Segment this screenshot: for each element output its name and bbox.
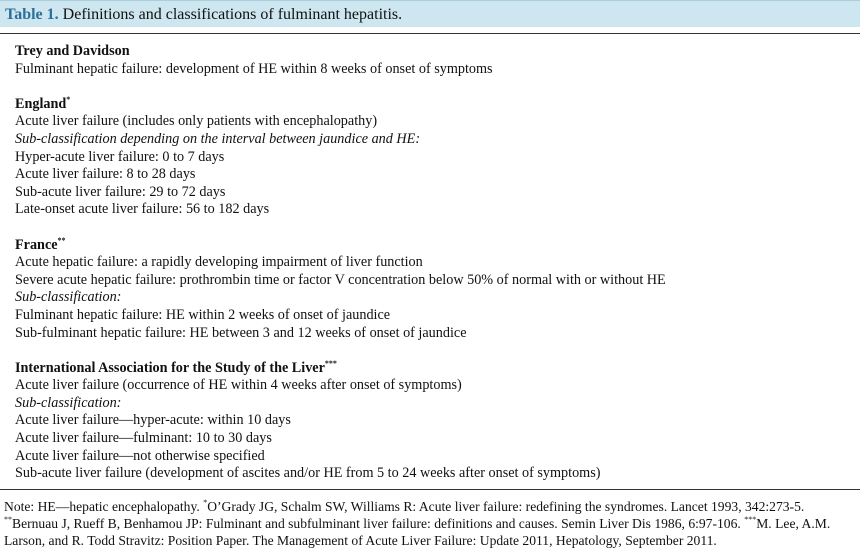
table-line: Sub-classification: [15, 394, 122, 411]
table-line: Fulminant hepatic failure: HE within 2 weeks of onset of jaundice [15, 306, 391, 323]
table-line: Acute liver failure: 8 to 28 days [15, 166, 196, 183]
table-line: Sub-acute liver failure (development of ascites and/or HE from 5 to 24 weeks after onset of symptoms) [15, 465, 601, 482]
section-heading: France** [15, 235, 66, 253]
footnote-marker: * [66, 94, 71, 104]
table-line: Acute hepatic failure: a rapidly developing impairment of liver function [15, 254, 423, 271]
table-top-rule [0, 33, 860, 34]
note-reference: O’Grady JG, Schalm SW, Williams R: Acute liver failure: redefining the syndromes. Lancet 1993, 342:273-5. [207, 499, 805, 514]
table-line: Acute liver failure (includes only patients with encephalopathy) [15, 113, 378, 130]
table-bottom-rule [0, 489, 860, 490]
table-body [15, 43, 855, 483]
note-reference: Bernuau J, Rueff B, Benhamou JP: Fulminant and subfulminant liver failure: definitions and causes. Semin Liver Dis 1986, 6:97-106. [12, 516, 741, 531]
table-line: Sub-classification depending on the interval between jaundice and HE: [15, 130, 421, 147]
table-note [4, 498, 860, 549]
table-line: Hyper-acute liver failure: 0 to 7 days [15, 148, 225, 165]
section-heading: England* [15, 94, 71, 112]
table-title: Definitions and classifications of fulminant hepatitis. [62, 6, 403, 23]
table-line: Acute liver failure—not otherwise specified [15, 447, 265, 464]
table-line: Severe acute hepatic failure: prothrombin time or factor V concentration below 50% of normal with or without HE [15, 271, 666, 288]
table-line: Acute liver failure—hyper-acute: within 10 days [15, 412, 291, 429]
footnote-marker: ** [4, 515, 12, 524]
footnote-marker: * [203, 498, 208, 507]
footnote-marker: ** [57, 235, 66, 245]
section-heading: International Association for the Study of the Liver*** [15, 358, 337, 376]
table-line: Sub-acute liver failure: 29 to 72 days [15, 183, 226, 200]
footnote-marker: *** [744, 515, 757, 524]
table-line: Acute liver failure (occurrence of HE within 4 weeks after onset of symptoms) [15, 377, 462, 394]
table-line: Sub-classification: [15, 289, 122, 306]
table-line: Fulminant hepatic failure: development of HE within 8 weeks of onset of symptoms [15, 60, 493, 77]
note-prefix: Note: HE—hepatic encephalopathy. [4, 499, 200, 514]
section-heading: Trey and Davidson [15, 43, 130, 59]
table-caption [0, 0, 860, 27]
table-line: Sub-fulminant hepatic failure: HE between 3 and 12 weeks of onset of jaundice [15, 324, 467, 341]
note-reference: M. Lee, A.M. Larson, and R. Todd Stravitz: Position Paper. The Management of Acute Liver Failure: Update 2011, Hepatology, September 2011. [4, 516, 831, 548]
footnote-marker: *** [324, 358, 337, 368]
table-line: Acute liver failure—fulminant: 10 to 30 days [15, 430, 272, 447]
table-line: Late-onset acute liver failure: 56 to 182 days [15, 201, 270, 218]
table-label: Table 1. [5, 6, 59, 23]
